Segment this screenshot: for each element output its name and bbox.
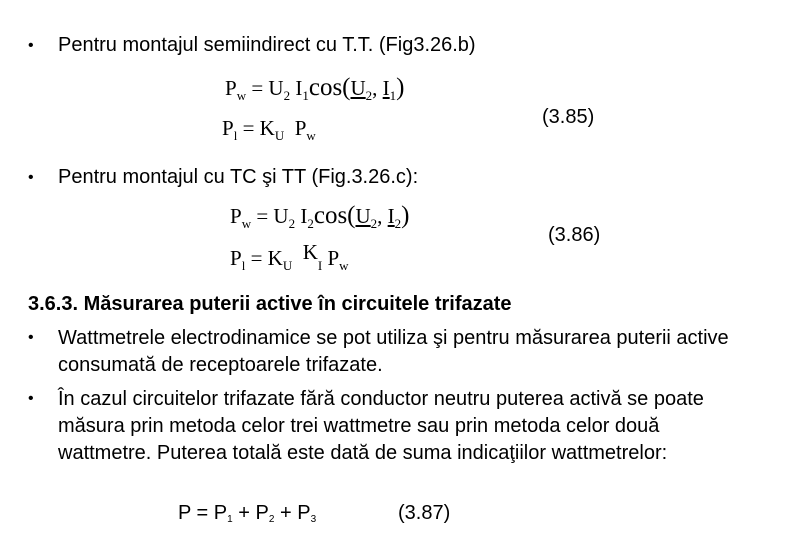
eq-symbol: K <box>267 246 283 270</box>
eq-subscript: 2 <box>283 88 291 103</box>
eq-symbol: K <box>259 116 275 140</box>
equation-3-85-line1 <box>225 74 405 104</box>
eq-equals: = <box>196 502 209 524</box>
eq-phasor-i: I <box>382 76 390 100</box>
eq-phasor-u: U <box>350 76 366 100</box>
eq-symbol: P <box>294 116 307 140</box>
eq-subscript: U <box>282 258 293 273</box>
equation-3-86-line1 <box>230 202 410 232</box>
eq-symbol: P <box>230 204 242 228</box>
equation-3-86-line2 <box>230 240 349 274</box>
eq-subscript: 1 <box>302 88 309 103</box>
eq-comma: , <box>372 76 378 100</box>
eq-subscript: 2 <box>268 514 275 525</box>
section2-text: Pentru montajul cu TC şi TT (Fig.3.26.c): <box>58 166 419 188</box>
section1-text: Pentru montajul semiindirect cu T.T. (Fig3.26.b) <box>58 34 476 56</box>
eq-subscript: 3 <box>310 514 317 525</box>
eq-symbol: P <box>297 502 311 524</box>
eq-paren-open: ( <box>342 74 351 101</box>
equation-number-3-86: (3.86) <box>548 224 601 246</box>
eq-comma: , <box>377 204 383 228</box>
equation-number-3-85: (3.85) <box>542 106 595 128</box>
eq-equals: = <box>242 116 255 140</box>
section-heading: 3.6.3. Măsurarea puterii active în circuitele trifazate <box>28 293 512 315</box>
eq-equals: = <box>250 246 263 270</box>
eq-symbol: P <box>230 246 242 270</box>
eq-paren-close: ) <box>401 202 410 229</box>
eq-phasor-i: I <box>387 204 395 228</box>
eq-subscript: w <box>236 88 247 103</box>
eq-symbol: U <box>273 204 289 228</box>
eq-subscript: 2 <box>307 216 314 231</box>
eq-symbol: P <box>178 502 191 524</box>
paragraph-three-phase: În cazul circuitelor trifazate fără conductor neutru puterea activă se poate măsura prin metoda celor trei wattmetre sau prin metoda celor două wattmetre. Puterea totală este dată de suma indicaţiilor wattmetrelor: <box>58 388 704 464</box>
eq-subscript: w <box>306 128 316 143</box>
eq-symbol: I <box>300 204 308 228</box>
eq-subscript: U <box>274 128 285 143</box>
eq-symbol: P <box>213 502 228 524</box>
eq-symbol: P <box>225 76 237 100</box>
eq-plus: + <box>238 502 250 524</box>
eq-subscript: w <box>241 216 252 231</box>
bullet-marker: • <box>28 37 34 54</box>
eq-paren-close: ) <box>396 74 405 101</box>
eq-symbol: U <box>268 76 284 100</box>
equation-3-87 <box>178 502 316 525</box>
bullet-marker: • <box>28 169 34 186</box>
eq-symbol: P <box>327 246 340 270</box>
eq-phasor-u: U <box>355 204 371 228</box>
bullet-marker: • <box>28 390 34 407</box>
eq-subscript: I <box>317 258 323 273</box>
eq-equals: = <box>251 76 264 100</box>
eq-subscript: 2 <box>288 216 296 231</box>
eq-subscript: 2 <box>394 216 402 231</box>
eq-equals: = <box>256 204 269 228</box>
eq-symbol: P <box>222 116 234 140</box>
equation-3-85-line2 <box>222 116 316 144</box>
eq-cos: cos <box>313 202 348 229</box>
eq-paren-open: ( <box>347 202 356 229</box>
eq-plus: + <box>279 502 292 524</box>
equation-number-3-87: (3.87) <box>398 502 451 524</box>
paragraph-wattmeters: Wattmetrele electrodinamice se pot utiliza şi pentru măsurarea puterii active consumată de receptoarele trifazate. <box>58 327 729 376</box>
eq-symbol: P <box>255 502 269 524</box>
eq-subscript: 1 <box>227 514 233 525</box>
bullet-marker: • <box>28 329 34 346</box>
eq-subscript: 2 <box>370 216 378 231</box>
eq-symbol: K <box>302 240 318 264</box>
eq-symbol: I <box>295 76 303 100</box>
eq-subscript: l <box>241 258 246 273</box>
eq-subscript: 1 <box>389 88 397 103</box>
eq-subscript: w <box>339 258 349 273</box>
eq-subscript: 2 <box>365 88 373 103</box>
eq-cos: cos <box>308 74 343 101</box>
eq-subscript: l <box>233 128 238 143</box>
